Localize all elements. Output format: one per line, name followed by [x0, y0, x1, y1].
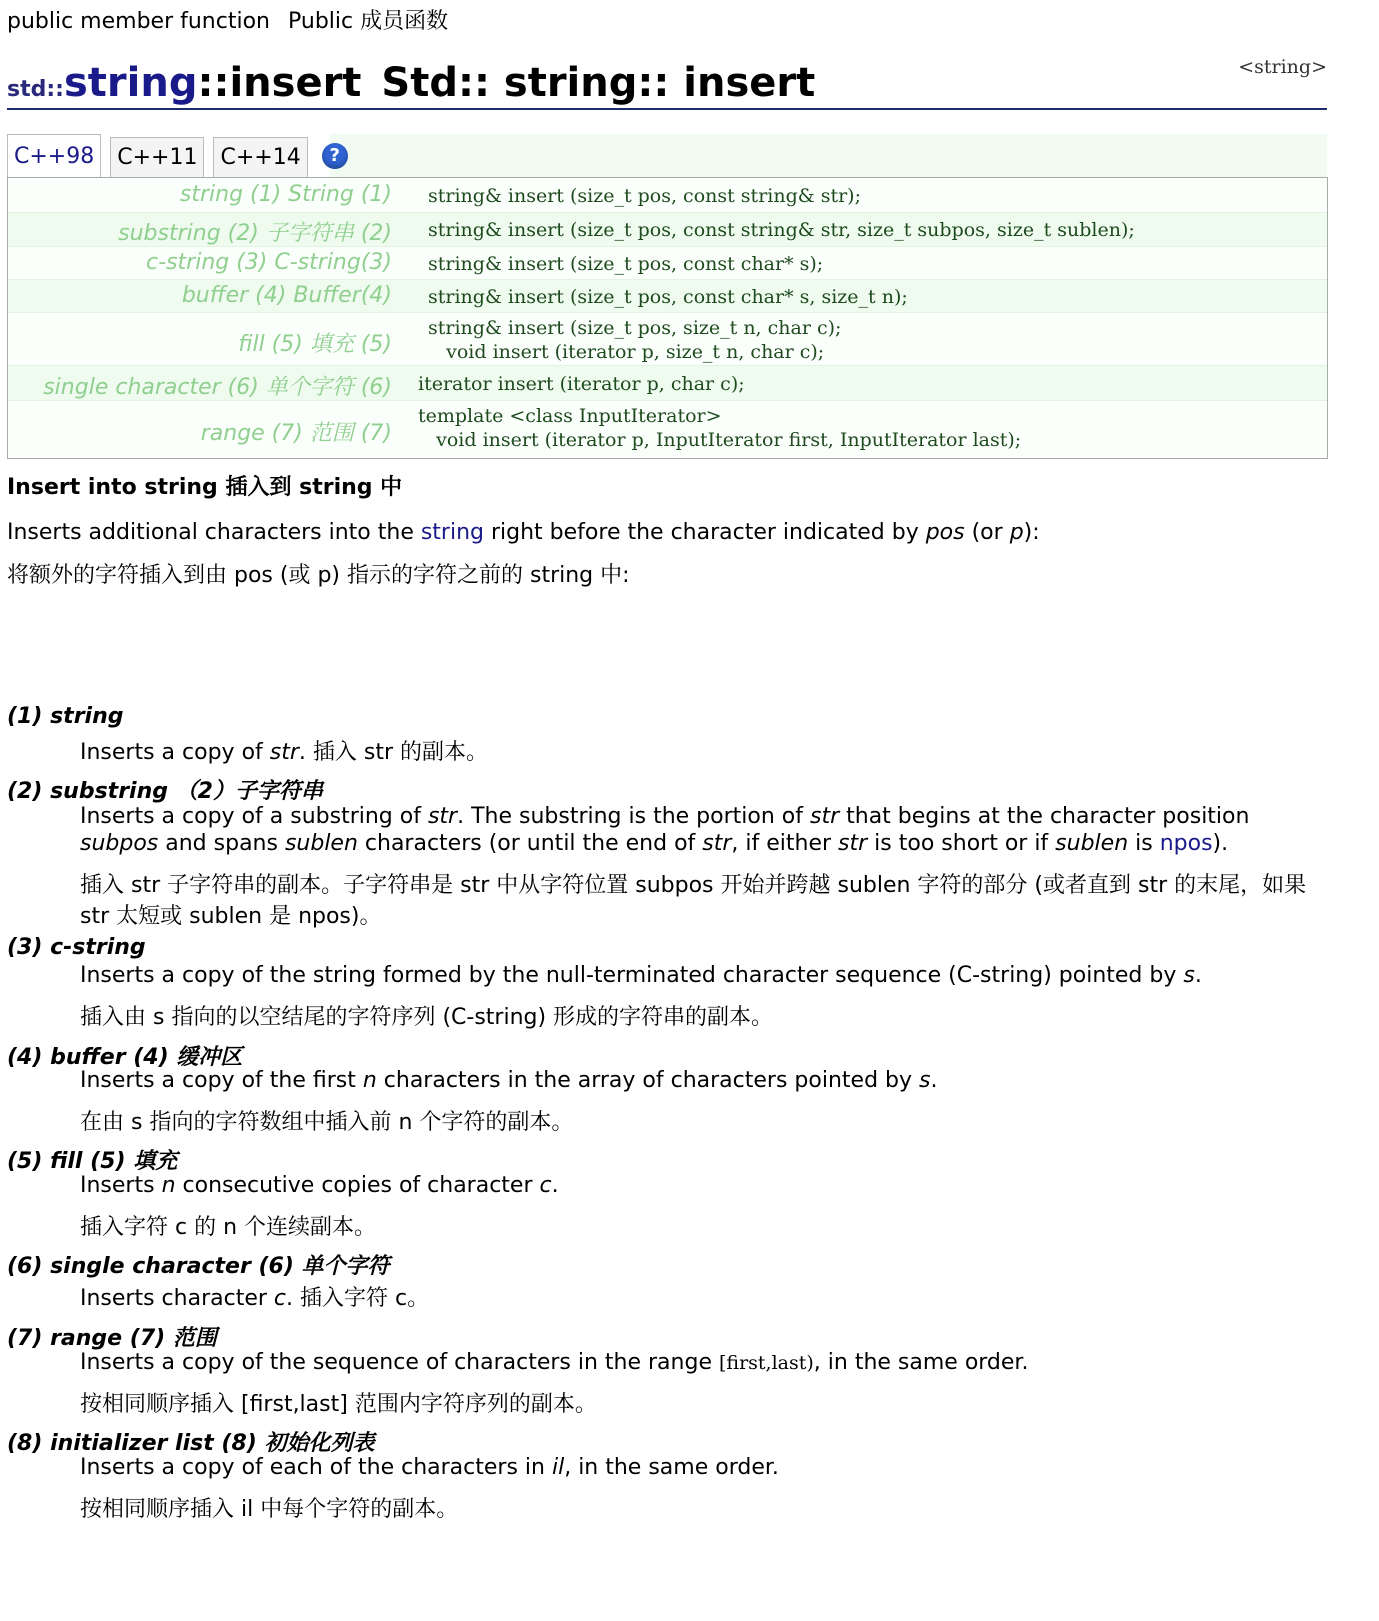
param: c — [539, 1173, 552, 1198]
prototype-row — [8, 401, 1327, 457]
text: (or — [964, 520, 1010, 545]
prototype-label: single character (6) 单个字符 (6) — [43, 375, 392, 400]
text: , in the same order. — [564, 1455, 779, 1480]
title-function: ::insert — [197, 60, 362, 106]
library-header-link[interactable]: <string> — [1238, 56, 1327, 78]
range-code: [first,last) — [718, 1352, 814, 1374]
member-kind-translation: Public 成员函数 — [288, 9, 449, 34]
summary-translation: 将额外的字符插入到由 pos (或 p) 指示的字符之前的 string 中: — [7, 563, 630, 588]
npos-link[interactable]: npos — [1159, 831, 1213, 856]
text: Inserts a copy of each of the characters in — [80, 1455, 552, 1480]
text: , in the same order. — [813, 1350, 1029, 1375]
text: Inserts a copy of the sequence of characters in the range — [80, 1350, 719, 1375]
item-7-title: (7) range (7) 范围 — [7, 1326, 217, 1351]
title-class-link[interactable]: string — [63, 60, 198, 106]
text: and spans — [158, 831, 285, 856]
text: Inserts a copy of a substring of — [80, 804, 428, 829]
param: str — [427, 804, 458, 829]
prototype-label: buffer (4) Buffer(4) — [181, 283, 392, 308]
text: right before the character indicated by — [484, 520, 926, 545]
prototype-row — [8, 213, 1327, 247]
tab-cpp14[interactable]: C++14 — [213, 137, 307, 178]
item-1-desc — [80, 735, 488, 766]
summary-line — [7, 520, 1040, 545]
help-icon[interactable]: ? — [322, 143, 348, 169]
page-title — [7, 60, 1327, 110]
prototype-label: c-string (3) C-string(3) — [146, 250, 392, 275]
prototype-code: string& insert (size_t pos, const string& str, size_t subpos, size_t sublen); — [428, 219, 1135, 241]
param: s — [919, 1068, 931, 1093]
text: Inserts a copy of the first — [80, 1068, 363, 1093]
param: c — [273, 1286, 287, 1311]
item-1-title: (1) string — [7, 704, 124, 729]
text: . The substring is the portion of — [457, 804, 810, 829]
param: subpos — [80, 831, 159, 856]
param: str — [838, 831, 868, 856]
text: Inserts a copy of the string formed by the null-terminated character sequence (C-string) pointed by — [80, 963, 1184, 988]
item-5-translation: 插入字符 c 的 n 个连续副本。 — [80, 1215, 377, 1240]
item-2-desc-line1 — [80, 804, 1249, 829]
title-translation: Std:: string:: insert — [381, 60, 816, 106]
param: il — [551, 1455, 565, 1480]
param: str — [269, 740, 299, 765]
text: is — [1128, 831, 1160, 856]
item-7-desc — [80, 1350, 1028, 1375]
member-kind: public member function — [7, 9, 270, 34]
param: str — [702, 831, 732, 856]
item-3-title: (3) c-string — [7, 935, 146, 960]
member-kind-line — [7, 4, 466, 35]
prototype-code: template <class InputIterator> void insert (iterator p, InputIterator first, InputIterator last); — [418, 405, 1022, 451]
item-8-title: (8) initializer list (8) 初始化列表 — [7, 1431, 375, 1456]
param: n — [161, 1173, 176, 1198]
title-namespace: std:: — [7, 77, 64, 102]
param: str — [809, 804, 840, 829]
item-2-desc-line2 — [80, 831, 1228, 856]
tab-cpp11[interactable]: C++11 — [110, 137, 204, 178]
text: Inserts additional characters into the — [7, 520, 421, 545]
text: ): — [1023, 520, 1040, 545]
item-2-title: (2) substring （2）子字符串 — [7, 779, 323, 804]
item-8-desc — [80, 1455, 779, 1480]
item-5-title: (5) fill (5) 填充 — [7, 1149, 178, 1174]
prototype-code: string& insert (size_t pos, const char* s, size_t n); — [428, 286, 908, 308]
prototype-code: iterator insert (iterator p, char c); — [418, 373, 745, 395]
item-4-title: (4) buffer (4) 缓冲区 — [7, 1045, 243, 1070]
item-7-translation: 按相同顺序插入 [first,last] 范围内字符序列的副本。 — [80, 1392, 597, 1417]
text: . — [1194, 963, 1202, 988]
prototype-row — [8, 366, 1327, 401]
prototype-label: fill (5) 填充 (5) — [238, 332, 392, 357]
text: . — [930, 1068, 938, 1093]
text: consecutive copies of character — [175, 1173, 540, 1198]
item-2-translation-line1: 插入 str 子字符串的副本。子字符串是 str 中从字符位置 subpos 开始并跨越 sublen 字符的部分 (或者直到 str 的末尾，如果 — [80, 873, 1307, 898]
param: s — [1183, 963, 1195, 988]
prototype-code: string& insert (size_t pos, size_t n, char c); void insert (iterator p, size_t n, char c); — [428, 317, 842, 363]
item-3-translation: 插入由 s 指向的以空结尾的字符序列 (C-string) 形成的字符串的副本。 — [80, 1005, 774, 1030]
item-8-translation: 按相同顺序插入 il 中每个字符的副本。 — [80, 1497, 459, 1522]
param-p: p — [1009, 520, 1024, 545]
item-2-translation-line2: str 太短或 sublen 是 npos)。 — [80, 904, 382, 929]
text: , if either — [731, 831, 839, 856]
prototype-row — [8, 247, 1327, 280]
item-4-desc — [80, 1068, 937, 1093]
prototype-code: string& insert (size_t pos, const char* s); — [428, 253, 824, 275]
param: n — [362, 1068, 377, 1093]
text: . — [551, 1173, 559, 1198]
prototype-label: string (1) String (1) — [179, 182, 392, 207]
prototype-code: string& insert (size_t pos, const string& str); — [428, 185, 861, 207]
tab-cpp98[interactable]: C++98 — [7, 134, 101, 178]
prototype-table — [7, 177, 1328, 459]
text: . 插入字符 c。 — [286, 1286, 430, 1311]
item-4-translation: 在由 s 指向的字符数组中插入前 n 个字符的副本。 — [80, 1110, 574, 1135]
text: Inserts a copy of — [80, 740, 270, 765]
param: sublen — [284, 831, 358, 856]
text: ). — [1212, 831, 1229, 856]
text: Inserts — [80, 1173, 162, 1198]
text: is too short or if — [867, 831, 1056, 856]
param: sublen — [1055, 831, 1129, 856]
item-5-desc — [80, 1173, 559, 1198]
text: characters in the array of characters pointed by — [376, 1068, 919, 1093]
prototype-row — [8, 178, 1327, 213]
param-pos: pos — [925, 520, 965, 545]
prototype-label: substring (2) 子字符串 (2) — [118, 221, 392, 246]
item-6-desc — [80, 1281, 429, 1312]
text: that begins at the character position — [839, 804, 1250, 829]
version-tabs — [7, 134, 348, 178]
section-title: Insert into string 插入到 string 中 — [7, 475, 403, 500]
item-6-title: (6) single character (6) 单个字符 — [7, 1254, 390, 1279]
string-link[interactable]: string — [420, 520, 484, 545]
item-3-desc — [80, 963, 1202, 988]
text: Inserts character — [80, 1286, 274, 1311]
text: . 插入 str 的副本。 — [298, 740, 489, 765]
prototype-row — [8, 280, 1327, 313]
text: characters (or until the end of — [357, 831, 703, 856]
prototype-label: range (7) 范围 (7) — [200, 421, 392, 446]
prototype-row — [8, 313, 1327, 366]
tabs-strip — [330, 134, 1327, 178]
